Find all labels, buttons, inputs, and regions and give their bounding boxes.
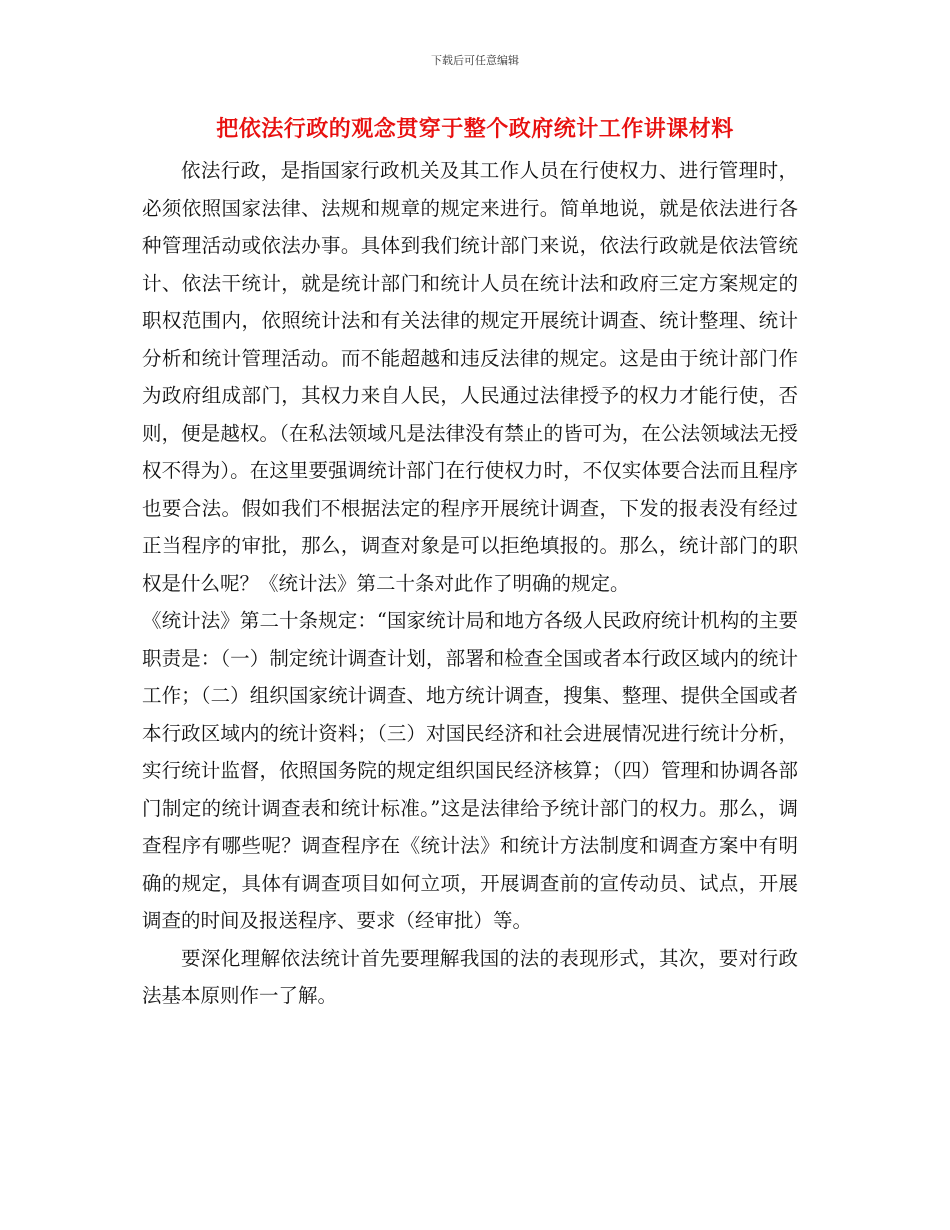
paragraph-3: 要深化理解依法统计首先要理解我国的法的表现形式，其次，要对行政法基本原则作一了解。 — [142, 946, 798, 1007]
paragraph-1: 依法行政，是指国家行政机关及其工作人员在行使权力、进行管理时，必须依照国家法律、法规和规章的规定来进行。简单地说，就是依法进行各种管理活动或依法办事。具体到我们统计部门来说，依法行政就是依法管统计、依法干统计，就是统计部门和统计人员在统计法和政府三定方案规定的职权范围内，依照统计法和有关法律的规定开展统计调查、统计整理、统计分析和统计管理活动。而不能超越和违反法律的规定。这是由于统计部门作为政府组成部门，其权力来自人民，人民通过法律授予的权力才能行使，否则，便是越权。（在私法领域凡是法律没有禁止的皆可为，在公法领域法无授权不得为）。在这里要强调统计部门在行使权力时，不仅实体要合法而且程序也要合法。假如我们不根据法定的程序开展统计调查，下发的报表没有经过正当程序的审批，那么，调查对象是可以拒绝填报的。那么，统计部门的职权是什么呢？《统计法》第二十条对此作了明确的规定。 — [142, 159, 798, 595]
document-body — [142, 152, 798, 1015]
document-title: 把依法行政的观念贯穿于整个政府统计工作讲课材料 — [216, 116, 734, 142]
paragraph-2: 《统计法》第二十条规定：“国家统计局和地方各级人民政府统计机构的主要职责是：（一）制定统计调查计划，部署和检查全国或者本行政区域内的统计工作；（二）组织国家统计调查、地方统计调查，搜集、整理、提供全国或者本行政区域内的统计资料；（三）对国民经济和社会进展情况进行统计分析，实行统计监督，依照国务院的规定组织国民经济核算；（四）管理和协调各部门制定的统计调查表和统计标准。”这是法律给予统计部门的权力。那么，调查程序有哪些呢？调查程序在《统计法》和统计方法制度和调查方案中有明确的规定，具体有调查项目如何立项，开展调查前的宣传动员、试点，开展调查的时间及报送程序、要求（经审批）等。 — [142, 609, 798, 932]
page-header-note: 下载后可任意编辑 — [431, 54, 519, 67]
